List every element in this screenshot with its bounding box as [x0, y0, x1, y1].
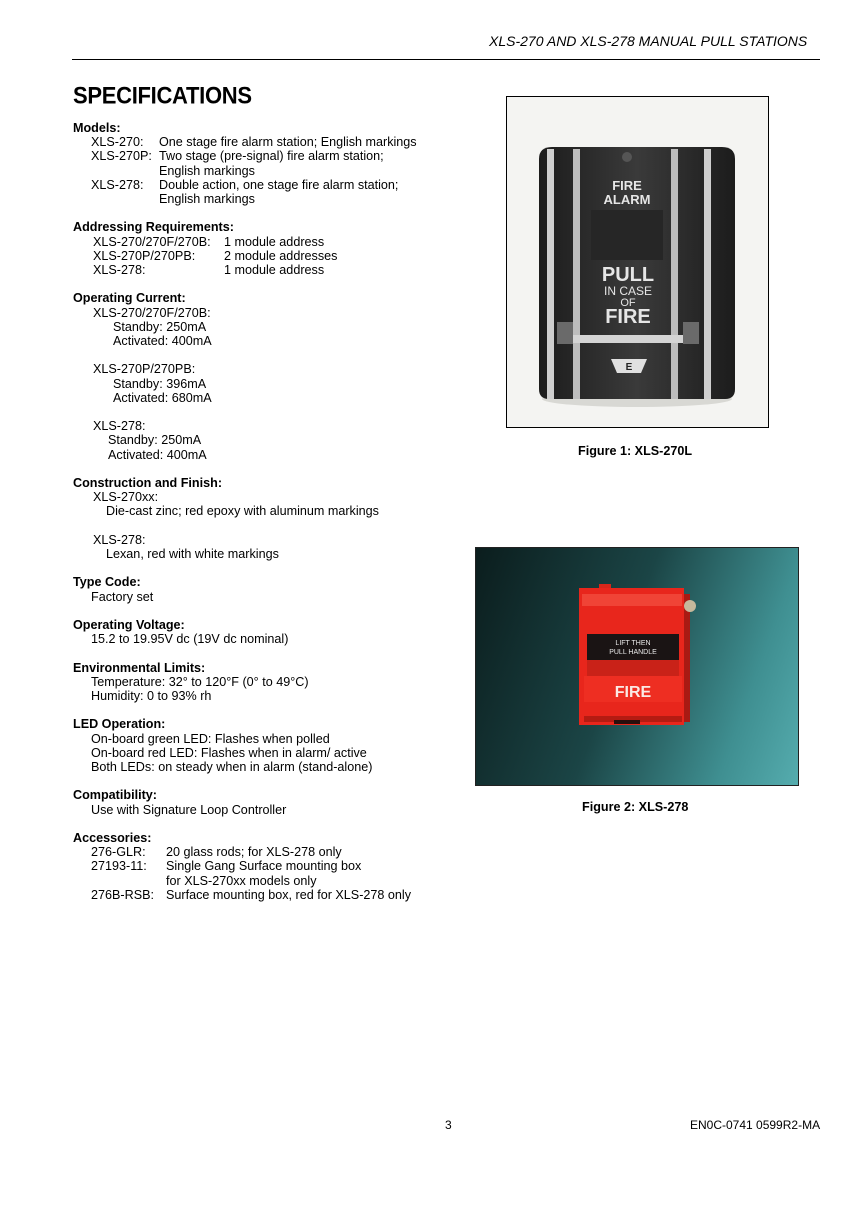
addressing-value: 2 module addresses [224, 248, 338, 263]
addressing-value: 1 module address [224, 263, 325, 278]
voltage-heading: Operating Voltage: [73, 617, 185, 632]
pull-text: PULL [601, 264, 655, 286]
model-key: XLS-270P: [91, 149, 152, 164]
accessory-row [73, 859, 473, 873]
current-group-label: XLS-270/270F/270B: [93, 305, 211, 320]
led-line: On-board green LED: Flashes when polled [91, 731, 330, 746]
current-activated: Activated: 400mA [108, 447, 207, 462]
compatibility-value: Use with Signature Loop Controller [91, 802, 287, 817]
current-standby: Standby: 250mA [113, 319, 207, 334]
model-desc: English markings [159, 163, 255, 178]
type-code-value: Factory set [91, 589, 154, 604]
led-heading: LED Operation: [73, 717, 166, 732]
current-standby: Standby: 396mA [113, 376, 207, 391]
page-number: 3 [445, 1118, 452, 1132]
in-case-text: IN CASE [603, 284, 653, 298]
construction-heading: Construction and Finish: [73, 476, 223, 490]
model-row [73, 178, 473, 192]
figure-2-caption: Figure 2: XLS-278 [582, 800, 689, 814]
accessory-desc: Single Gang Surface mounting box [166, 859, 362, 874]
accessory-key: 276B-RSB: [91, 887, 154, 902]
model-row-continued [73, 164, 473, 178]
addressing-row [73, 235, 473, 249]
running-header: XLS-270 AND XLS-278 MANUAL PULL STATIONS [489, 33, 808, 49]
fire-text: FIRE [614, 684, 652, 701]
figure-1-caption: Figure 1: XLS-270L [578, 444, 693, 458]
figure-1-photo [506, 96, 769, 428]
of-text: OF [620, 297, 636, 309]
accessories-heading: Accessories: [73, 830, 152, 845]
document-code: EN0C-0741 0599R2-MA [690, 1118, 821, 1132]
temperature-value: Temperature: 32° to 120°F (0° to 49°C) [91, 674, 309, 689]
current-activated: Activated: 680mA [113, 390, 212, 405]
addressing-row [73, 249, 473, 263]
led-line: Both LEDs: on steady when in alarm (stand-alone) [91, 759, 373, 774]
led-line: On-board red LED: Flashes when in alarm/ active [91, 745, 367, 760]
accessory-key: 276-GLR: [91, 845, 146, 860]
models-heading: Models: [73, 121, 121, 135]
model-desc: Double action, one stage fire alarm station; [159, 177, 399, 192]
page-title: SPECIFICATIONS [73, 82, 252, 109]
model-key: XLS-278: [91, 177, 144, 192]
current-heading: Operating Current: [73, 291, 186, 306]
header-rule [72, 59, 820, 60]
figure-2-photo [475, 547, 799, 786]
addressing-key: XLS-270/270F/270B: [93, 234, 211, 249]
construction-value: Die-cast zinc; red epoxy with aluminum markings [106, 504, 379, 519]
current-standby: Standby: 250mA [108, 433, 202, 448]
lift-then-text: LIFT THEN [615, 640, 651, 647]
addressing-key: XLS-278: [93, 263, 146, 278]
model-row-continued [73, 192, 473, 206]
addressing-row [73, 263, 473, 277]
fire-alarm-text: FIRE [612, 178, 642, 193]
current-group-label: XLS-270P/270PB: [93, 362, 196, 377]
fire-alarm-text: ALARM [603, 192, 651, 207]
accessory-key: 27193-11: [91, 859, 147, 874]
accessory-row-continued [73, 874, 473, 888]
model-desc: English markings [159, 192, 255, 207]
specifications-list [73, 121, 473, 902]
accessory-row [73, 845, 473, 859]
construction-value: Lexan, red with white markings [106, 547, 279, 561]
accessory-desc: for XLS-270xx models only [166, 873, 317, 888]
current-activated: Activated: 400mA [113, 334, 212, 349]
type-code-heading: Type Code: [73, 575, 141, 590]
pull-handle-text: PULL HANDLE [609, 649, 657, 656]
fire-text: FIRE [605, 306, 651, 328]
accessory-desc: Surface mounting box, red for XLS-278 only [166, 887, 412, 902]
svg-text:E: E [625, 362, 633, 373]
model-key: XLS-270: [91, 135, 144, 150]
current-group-label: XLS-278: [93, 419, 146, 434]
addressing-heading: Addressing Requirements: [73, 220, 234, 235]
environment-heading: Environmental Limits: [73, 660, 206, 675]
voltage-value: 15.2 to 19.95V dc (19V dc nominal) [91, 632, 289, 647]
humidity-value: Humidity: 0 to 93% rh [91, 688, 212, 703]
accessory-desc: 20 glass rods; for XLS-278 only [166, 845, 342, 860]
model-desc: One stage fire alarm station; English markings [159, 135, 417, 150]
compatibility-heading: Compatibility: [73, 788, 157, 803]
model-row [73, 135, 473, 149]
construction-label: XLS-270xx: [93, 490, 159, 505]
model-row [73, 149, 473, 163]
model-desc: Two stage (pre-signal) fire alarm station; [159, 149, 384, 164]
addressing-value: 1 module address [224, 234, 325, 249]
addressing-key: XLS-270P/270PB: [93, 248, 196, 263]
accessory-row [73, 888, 473, 902]
construction-label: XLS-278: [93, 532, 146, 547]
